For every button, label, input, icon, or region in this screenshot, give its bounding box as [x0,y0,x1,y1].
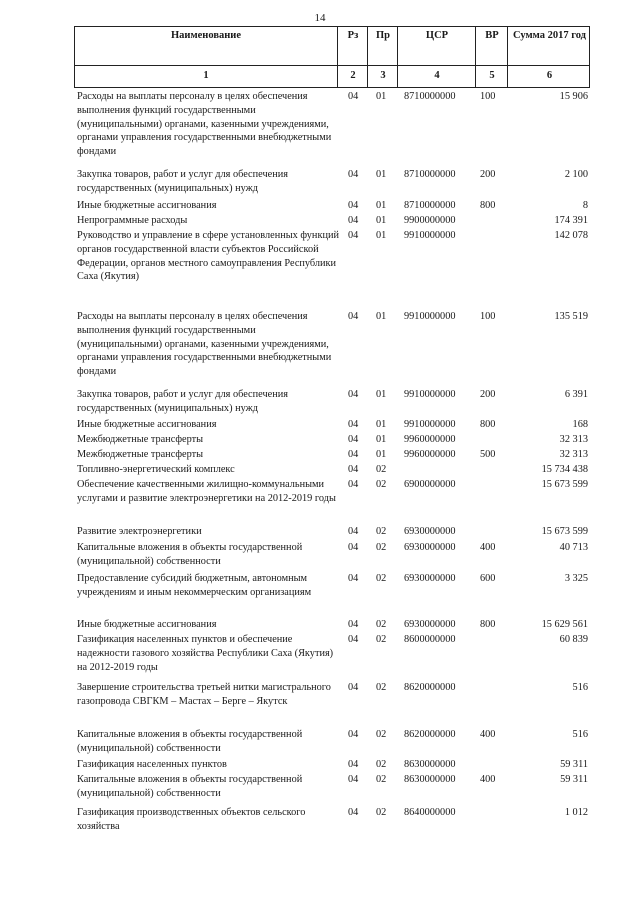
row-rz: 04 [348,215,359,226]
header-num-2: 2 [350,70,356,81]
row-rz: 04 [348,807,359,818]
row-name: Топливно-энергетический комплекс [77,464,235,475]
row-sum: 15 629 561 [541,619,588,630]
row-name: Газификация населенных пунктов и обеспечение надежности газового хозяйства Республики Саха (Якутия) на 2012-2019 годы [77,634,334,673]
row-sum: 6 391 [564,389,588,400]
row-csr: 9910000000 [404,389,456,400]
row-name: Руководство и управление в сфере установленных функций органов государственной власти субъектов Российской Федерации, органов местного самоуправления Республики Саха (Якутия) [77,230,339,283]
row-vr: 400 [480,542,496,553]
row-name: Расходы на выплаты персоналу в целях обеспечения выполнения функций государственными (муниципальными) органами, казенными учреждениями, органами управления государственными внебюджетными фондами [77,91,332,158]
row-pr: 02 [376,464,387,475]
header-num-6: 6 [546,70,553,81]
row-rz: 04 [348,682,359,693]
row-vr: 400 [480,774,496,785]
row-sum: 3 325 [564,573,588,584]
header-csr: ЦСР [425,30,449,41]
row-pr: 01 [376,169,387,180]
row-vr: 800 [480,419,496,430]
row-vr: 100 [480,91,496,102]
row-sum: 15 673 599 [541,479,588,490]
row-csr: 8620000000 [404,682,456,693]
row-sum: 516 [572,729,588,740]
row-pr: 01 [376,449,387,460]
header-pr: Пр [375,30,390,41]
row-rz: 04 [348,759,359,770]
row-rz: 04 [348,729,359,740]
row-name: Предоставление субсидий бюджетным, автономным учреждениям и иным некоммерческим организациям [77,573,312,598]
row-name: Капитальные вложения в объекты государственной (муниципальной) собственности [77,729,303,754]
header-sum: Сумма 2017 год [513,30,586,41]
row-vr: 100 [480,311,496,322]
row-rz: 04 [348,464,359,475]
row-vr: 200 [480,389,496,400]
row-pr: 02 [376,729,387,740]
row-pr: 01 [376,419,387,430]
page-number: 14 [314,12,326,24]
row-sum: 32 313 [559,434,588,445]
row-name: Газификация населенных пунктов [77,759,227,770]
row-csr: 8710000000 [404,169,456,180]
row-vr: 800 [480,200,496,211]
header-num-4: 4 [434,70,440,81]
row-name: Закупка товаров, работ и услуг для обеспечения государственных (муниципальных) нужд [77,389,288,414]
row-name: Непрограммные расходы [77,215,188,226]
table-header [74,26,590,88]
row-rz: 04 [348,91,359,102]
row-name: Закупка товаров, работ и услуг для обеспечения государственных (муниципальных) нужд [77,169,288,194]
row-rz: 04 [348,169,359,180]
row-pr: 02 [376,634,387,645]
row-name: Обеспечение качественными жилищно-коммунальными услугами и развитие электроэнергетики на 2012-2019 годы [77,479,336,504]
row-pr: 02 [376,479,387,490]
row-csr: 9900000000 [404,215,456,226]
row-name: Иные бюджетные ассигнования [77,200,217,211]
row-csr: 8630000000 [404,774,456,785]
row-csr: 9960000000 [404,449,456,460]
row-rz: 04 [348,526,359,537]
row-rz: 04 [348,619,359,630]
header-rz: Рз [347,30,359,41]
header-col-sum [507,27,591,87]
row-vr: 500 [480,449,496,460]
row-sum: 15 673 599 [541,526,588,537]
row-rz: 04 [348,200,359,211]
row-pr: 02 [376,542,387,553]
row-rz: 04 [348,230,359,241]
header-vr: ВР [485,30,499,41]
row-pr: 01 [376,91,387,102]
row-rz: 04 [348,311,359,322]
header-num-5: 5 [489,70,495,81]
row-csr: 9910000000 [404,419,456,430]
header-name: Наименование [171,30,241,41]
row-csr: 6930000000 [404,619,456,630]
row-pr: 01 [376,311,387,322]
row-rz: 04 [348,419,359,430]
row-csr: 8640000000 [404,807,456,818]
row-rz: 04 [348,434,359,445]
row-sum: 142 078 [554,230,588,241]
row-rz: 04 [348,542,359,553]
row-vr: 400 [480,729,496,740]
row-vr: 800 [480,619,496,630]
row-name: Межбюджетные трансферты [77,434,204,445]
header-col-pr [367,27,398,87]
header-col-rz [337,27,368,87]
row-csr: 9910000000 [404,311,456,322]
row-name: Расходы на выплаты персоналу в целях обеспечения выполнения функций государственными (муниципальными) органами, казенными учреждениями, органами управления государственными внебюджетными фондами [77,311,332,378]
row-rz: 04 [348,573,359,584]
row-sum: 59 311 [560,759,588,770]
row-pr: 02 [376,759,387,770]
row-sum: 168 [572,419,588,430]
row-sum: 59 311 [560,774,588,785]
row-rz: 04 [348,389,359,400]
row-name: Межбюджетные трансферты [77,449,204,460]
row-name: Завершение строительства третьей нитки магистрального газопровода СВГКМ – Мастах – Берге – Якутск [77,682,331,707]
row-sum: 60 839 [559,634,588,645]
row-name: Иные бюджетные ассигнования [77,619,217,630]
row-csr: 8630000000 [404,759,456,770]
row-csr: 8600000000 [404,634,456,645]
row-csr: 8620000000 [404,729,456,740]
row-pr: 01 [376,230,387,241]
row-pr: 02 [376,682,387,693]
row-sum: 32 313 [559,449,588,460]
row-csr: 8710000000 [404,91,456,102]
row-vr: 200 [480,169,496,180]
row-rz: 04 [348,449,359,460]
row-pr: 01 [376,389,387,400]
row-name: Капитальные вложения в объекты государственной (муниципальной) собственности [77,542,303,567]
row-sum: 8 [582,200,588,211]
row-name: Газификация производственных объектов сельского хозяйства [77,807,306,832]
row-name: Иные бюджетные ассигнования [77,419,217,430]
row-csr: 6930000000 [404,526,456,537]
row-pr: 02 [376,774,387,785]
row-sum: 15 734 438 [541,464,588,475]
header-num-3: 3 [380,70,386,81]
row-sum: 516 [572,682,588,693]
row-vr: 600 [480,573,496,584]
header-col-csr [397,27,476,87]
row-name: Капитальные вложения в объекты государственной (муниципальной) собственности [77,774,303,799]
row-csr: 8710000000 [404,200,456,211]
row-sum: 2 100 [564,169,588,180]
row-pr: 02 [376,573,387,584]
row-sum: 40 713 [559,542,588,553]
row-name: Развитие электроэнергетики [77,526,202,537]
row-csr: 9910000000 [404,230,456,241]
row-csr: 6930000000 [404,542,456,553]
row-sum: 15 906 [559,91,588,102]
row-pr: 01 [376,434,387,445]
row-pr: 01 [376,200,387,211]
header-num-1: 1 [203,70,209,81]
row-pr: 02 [376,526,387,537]
row-rz: 04 [348,774,359,785]
row-sum: 1 012 [564,807,588,818]
row-pr: 02 [376,619,387,630]
header-col-name [75,27,337,87]
row-pr: 01 [376,215,387,226]
row-pr: 02 [376,807,387,818]
row-csr: 9960000000 [404,434,456,445]
row-rz: 04 [348,479,359,490]
row-csr: 6930000000 [404,573,456,584]
row-sum: 174 391 [554,215,588,226]
row-rz: 04 [348,634,359,645]
header-col-vr [475,27,508,87]
row-sum: 135 519 [554,311,588,322]
row-csr: 6900000000 [404,479,456,490]
